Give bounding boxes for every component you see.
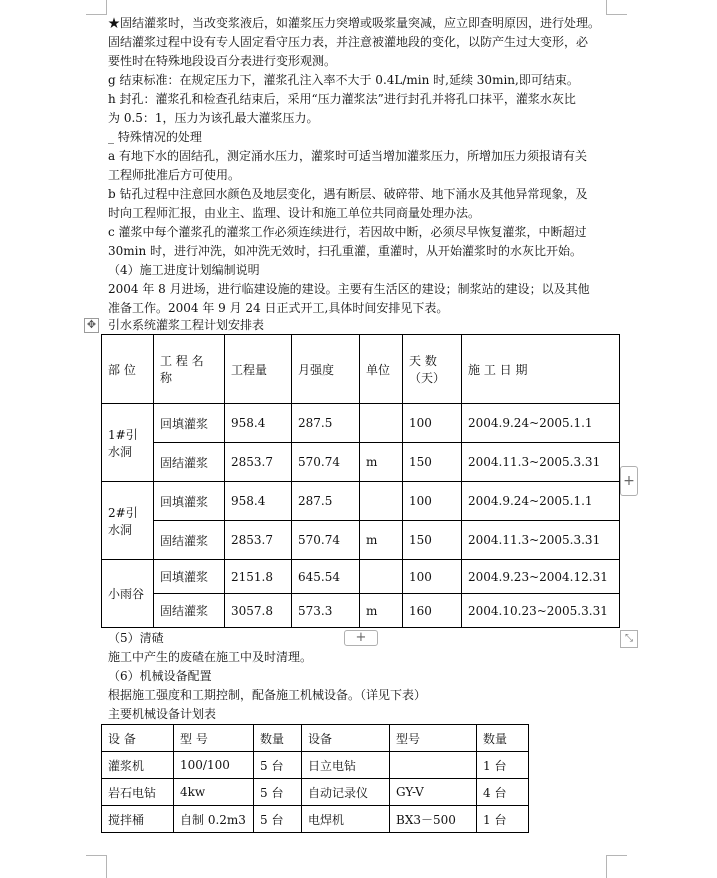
count-cell[interactable]: 1 台: [477, 806, 529, 833]
count-cell[interactable]: 4 台: [477, 779, 529, 806]
paragraph-line: 为 0.5：1，压力为该孔最大灌浆压力。: [108, 111, 319, 125]
paragraph-line: b 钻孔过程中注意回水颜色及地层变化，遇有断层、破碎带、地下涌水及其他异常现象，及: [108, 187, 588, 201]
header-unit[interactable]: 单位: [360, 335, 403, 404]
project-cell[interactable]: 回填灌浆: [154, 482, 225, 521]
unit-cell[interactable]: m: [360, 443, 403, 482]
quantity-cell[interactable]: 2853.7: [225, 443, 292, 482]
days-cell[interactable]: 150: [403, 443, 462, 482]
header-model[interactable]: 型号: [390, 725, 477, 752]
site-cell[interactable]: 1#引水洞: [102, 404, 154, 482]
header-site[interactable]: 部 位: [102, 335, 154, 404]
site-cell[interactable]: 2#引水洞: [102, 482, 154, 560]
unit-cell[interactable]: m: [360, 594, 403, 628]
dates-cell[interactable]: 2004.9.24~2005.1.1: [462, 482, 620, 521]
paragraph-line: 要性时在特殊地段设百分表进行变形观测。: [108, 54, 337, 68]
paragraph-line: 30min 时，进行冲洗，如冲洗无效时，扫孔重灌，重灌时，从开始灌浆时的水灰比开始。: [108, 244, 583, 258]
project-cell[interactable]: 回填灌浆: [154, 404, 225, 443]
table-row: [102, 404, 620, 443]
project-cell[interactable]: 固结灌浆: [154, 521, 225, 560]
quantity-cell[interactable]: 2151.8: [225, 560, 292, 594]
equipment-cell[interactable]: 搅拌桶: [102, 806, 174, 833]
table-header-row: [102, 725, 529, 752]
dates-cell[interactable]: 2004.11.3~2005.3.31: [462, 521, 620, 560]
days-cell[interactable]: 100: [403, 560, 462, 594]
quantity-cell[interactable]: 958.4: [225, 482, 292, 521]
section-heading: （5）清碴: [108, 631, 164, 645]
paragraph-line: 准备工作。2004 年 9 月 24 日正式开工,具体时间安排见下表。: [108, 301, 449, 315]
header-monthly-intensity[interactable]: 月强度: [292, 335, 360, 404]
table-header-row: [102, 335, 620, 404]
paragraph-line: 施工中产生的废碴在施工中及时清理。: [108, 650, 313, 664]
project-cell[interactable]: 固结灌浆: [154, 443, 225, 482]
header-equipment[interactable]: 设 备: [102, 725, 174, 752]
paragraph-line: 工程师批准后方可使用。: [108, 168, 241, 182]
table-row: [102, 521, 620, 560]
count-cell[interactable]: 1 台: [477, 752, 529, 779]
days-cell[interactable]: 150: [403, 521, 462, 560]
header-count[interactable]: 数量: [477, 725, 529, 752]
paragraph-line: 根据施工强度和工期控制，配备施工机械设备。（详见下表）: [108, 688, 427, 702]
project-cell[interactable]: 固结灌浆: [154, 594, 225, 628]
monthly-cell[interactable]: 645.54: [292, 560, 360, 594]
site-cell[interactable]: 小雨谷: [102, 560, 154, 628]
paragraph-line: 2004 年 8 月进场，进行临建设施的建设。主要有生活区的建设；制浆站的建设；以及其他: [108, 282, 590, 296]
table-row: [102, 806, 529, 833]
header-days[interactable]: 天 数（天）: [403, 335, 462, 404]
days-cell[interactable]: 100: [403, 404, 462, 443]
paragraph-line: _ 特殊情况的处理: [108, 130, 202, 144]
section-heading: （6）机械设备配置: [108, 669, 212, 683]
days-cell[interactable]: 160: [403, 594, 462, 628]
equipment-cell[interactable]: 日立电钻: [302, 752, 390, 779]
model-cell[interactable]: [390, 752, 477, 779]
count-cell[interactable]: 5 台: [254, 752, 302, 779]
unit-cell[interactable]: [360, 404, 403, 443]
table-caption: 引水系统灌浆工程计划安排表: [108, 318, 265, 332]
header-quantity[interactable]: 工程量: [225, 335, 292, 404]
monthly-cell[interactable]: 573.3: [292, 594, 360, 628]
count-cell[interactable]: 5 台: [254, 806, 302, 833]
monthly-cell[interactable]: 570.74: [292, 521, 360, 560]
model-cell[interactable]: BX3－500: [390, 806, 477, 833]
header-count[interactable]: 数量: [254, 725, 302, 752]
dates-cell[interactable]: 2004.10.23~2005.3.31: [462, 594, 620, 628]
unit-cell[interactable]: [360, 482, 403, 521]
add-column-button[interactable]: +: [620, 466, 638, 496]
table-row: [102, 560, 620, 594]
crop-mark-top-left: [86, 0, 107, 15]
model-cell[interactable]: GY-V: [390, 779, 477, 806]
paragraph-line: 时向工程师汇报，由业主、监理、设计和施工单位共同商量处理办法。: [108, 206, 481, 220]
paragraph-line: 固结灌浆过程中设有专人固定看守压力表，并注意被灌地段的变化，以防产生过大变形，必: [108, 35, 589, 49]
quantity-cell[interactable]: 2853.7: [225, 521, 292, 560]
plan-table: [101, 334, 620, 628]
paragraph-line: a 有地下水的固结孔，测定涌水压力，灌浆时可适当增加灌浆压力，所增加压力须报请有关: [108, 149, 587, 163]
table-caption: 主要机械设备计划表: [108, 707, 217, 721]
dates-cell[interactable]: 2004.9.23~2004.12.31: [462, 560, 620, 594]
unit-cell[interactable]: m: [360, 521, 403, 560]
table-move-handle-icon[interactable]: ✥: [84, 318, 99, 333]
crop-mark-bottom-right: [606, 855, 627, 878]
add-row-button[interactable]: +: [344, 630, 378, 646]
header-dates[interactable]: 施 工 日 期: [462, 335, 620, 404]
quantity-cell[interactable]: 3057.8: [225, 594, 292, 628]
days-cell[interactable]: 100: [403, 482, 462, 521]
table-resize-icon[interactable]: ⤡: [620, 630, 638, 648]
monthly-cell[interactable]: 570.74: [292, 443, 360, 482]
quantity-cell[interactable]: 958.4: [225, 404, 292, 443]
monthly-cell[interactable]: 287.5: [292, 404, 360, 443]
header-project[interactable]: 工 程 名 称: [154, 335, 225, 404]
model-cell[interactable]: 4kw: [174, 779, 254, 806]
table-row: [102, 482, 620, 521]
section-heading: （4）施工进度计划编制说明: [108, 263, 260, 277]
table-row: [102, 594, 620, 628]
paragraph-line: h 封孔：灌浆孔和检查孔结束后，采用“压力灌浆法”进行封孔并将孔口抹平，灌浆水灰比: [108, 92, 576, 106]
equipment-table: [101, 724, 529, 833]
monthly-cell[interactable]: 287.5: [292, 482, 360, 521]
equipment-cell[interactable]: 岩石电钻: [102, 779, 174, 806]
project-cell[interactable]: 回填灌浆: [154, 560, 225, 594]
unit-cell[interactable]: [360, 560, 403, 594]
equipment-cell[interactable]: 电焊机: [302, 806, 390, 833]
crop-mark-bottom-left: [86, 855, 107, 878]
paragraph-line: c 灌浆中每个灌浆孔的灌浆工作必须连续进行，若因故中断，必须尽早恢复灌浆，中断超过: [108, 225, 587, 239]
header-model[interactable]: 型 号: [174, 725, 254, 752]
paragraph-line: ★固结灌浆时，当改变浆液后，如灌浆压力突增或吸浆量突减，应立即查明原因，进行处理。: [108, 16, 601, 30]
table-row: [102, 752, 529, 779]
model-cell[interactable]: 自制 0.2m3: [174, 806, 254, 833]
header-equipment[interactable]: 设备: [302, 725, 390, 752]
dates-cell[interactable]: 2004.11.3~2005.3.31: [462, 443, 620, 482]
dates-cell[interactable]: 2004.9.24~2005.1.1: [462, 404, 620, 443]
table-row: [102, 779, 529, 806]
equipment-cell[interactable]: 自动记录仪: [302, 779, 390, 806]
crop-mark-top-right: [606, 0, 627, 15]
model-cell[interactable]: 100/100: [174, 752, 254, 779]
count-cell[interactable]: 5 台: [254, 779, 302, 806]
paragraph-line: g 结束标准：在规定压力下，灌浆孔注入率不大于 0.4L/min 时,延续 30min,即可结束。: [108, 73, 579, 87]
equipment-cell[interactable]: 灌浆机: [102, 752, 174, 779]
table-row: [102, 443, 620, 482]
